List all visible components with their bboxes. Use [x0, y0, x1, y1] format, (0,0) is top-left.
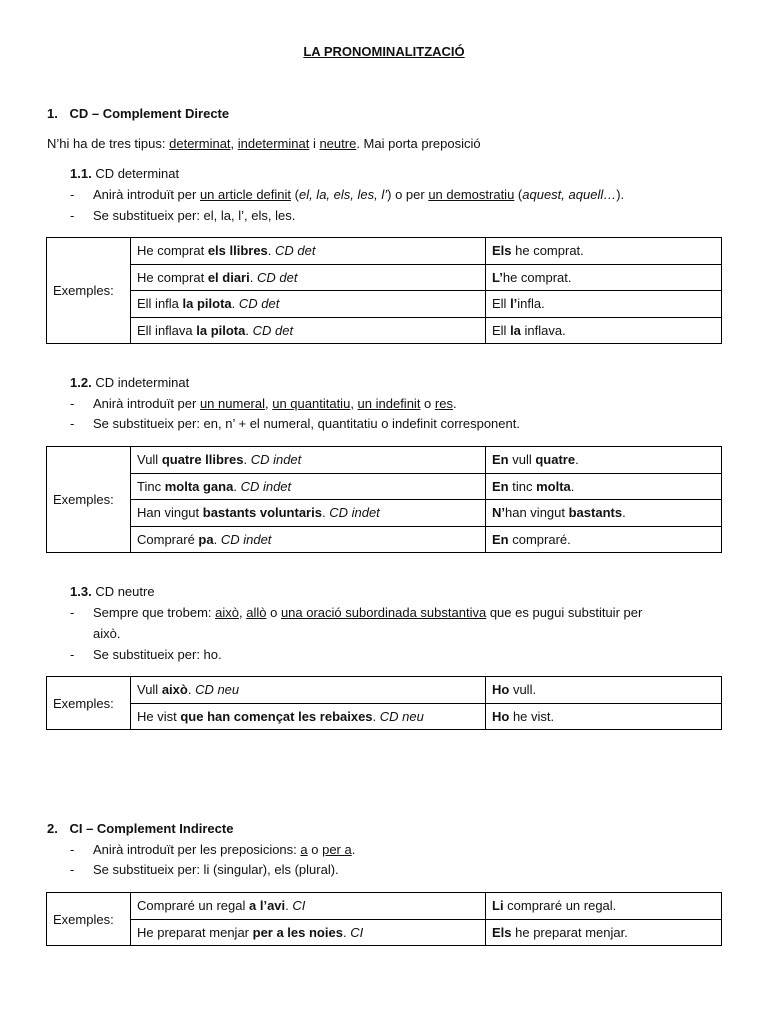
- text-segment: CD indet: [240, 478, 292, 494]
- example-pronominalized: [486, 264, 722, 291]
- subsection-1-1-bullet: [93, 187, 624, 202]
- examples-label: Exemples:: [47, 893, 131, 946]
- text-segment: i: [309, 136, 320, 151]
- subsection-1-2-bullet: [93, 416, 520, 431]
- text-segment: Ell: [492, 296, 511, 312]
- text-segment: indeterminat: [237, 136, 310, 151]
- text-segment: N’: [492, 505, 505, 521]
- text-segment: .: [231, 296, 239, 312]
- text-segment: res: [434, 396, 453, 411]
- example-pronominalized: [486, 447, 722, 474]
- text-segment: neutre: [319, 136, 357, 151]
- text-segment: CD neu: [379, 708, 424, 724]
- text-segment: .: [233, 478, 241, 494]
- subsection-1-3-bullet: [93, 605, 642, 620]
- text-segment: un quantitatiu: [272, 396, 351, 411]
- text-segment: compraré.: [508, 531, 571, 547]
- text-segment: una oració subordinada substantiva: [280, 605, 487, 620]
- text-segment: He comprat: [137, 243, 208, 259]
- text-segment: o: [266, 605, 281, 620]
- example-pronominalized: [486, 500, 722, 527]
- subsection-1-2-bullet: [93, 396, 457, 411]
- text-segment: molta gana: [164, 478, 234, 494]
- text-segment: allò: [246, 605, 267, 620]
- bullet-dash: -: [70, 416, 75, 431]
- example-sentence: [131, 526, 486, 553]
- text-segment: Vull: [137, 452, 162, 468]
- text-segment: (: [291, 187, 299, 202]
- example-pronominalized: [486, 526, 722, 553]
- subsection-1-1-heading: [70, 166, 179, 181]
- text-segment: Compraré: [137, 531, 199, 547]
- text-segment: l’: [510, 296, 518, 312]
- examples-table-cd-indeterminat: [46, 446, 722, 553]
- text-segment: .: [321, 505, 330, 521]
- text-segment: els llibres: [207, 243, 268, 259]
- examples-label: Exemples:: [47, 677, 131, 730]
- text-segment: ,: [350, 396, 358, 411]
- text-segment: En: [492, 478, 509, 494]
- text-segment: un demostratiu: [428, 187, 515, 202]
- example-sentence: [131, 893, 486, 920]
- subsection-1-2-heading: [70, 375, 189, 390]
- text-segment: .: [575, 452, 579, 468]
- text-segment: he comprat.: [502, 269, 572, 285]
- text-segment: CI: [350, 924, 364, 940]
- text-segment: . Mai porta preposició: [356, 136, 481, 151]
- text-segment: Se substitueix per: en, n’ + el numeral, quantitatiu o indefinit corresponent.: [93, 416, 520, 431]
- text-segment: CD indet: [329, 505, 380, 521]
- text-segment: vull: [508, 452, 536, 468]
- text-segment: he comprat.: [511, 243, 584, 259]
- section-2-heading: [47, 821, 233, 836]
- text-segment: .: [372, 708, 380, 724]
- text-segment: un indefinit: [357, 396, 421, 411]
- subsection-1-3-label: CD neutre: [95, 584, 155, 599]
- subsection-1-1-label: CD determinat: [95, 166, 180, 181]
- text-segment: un article definit: [199, 187, 292, 202]
- subsection-1-3-bullet: Se substitueix per: ho.: [93, 647, 222, 662]
- text-segment: Ell: [492, 322, 511, 338]
- example-pronominalized: [486, 291, 722, 318]
- bullet-dash: -: [70, 187, 75, 202]
- text-segment: determinat: [169, 136, 231, 151]
- section-2-title: CI – Complement Indirecte: [69, 821, 234, 836]
- example-sentence: [131, 317, 486, 344]
- text-segment: Vull: [137, 682, 162, 698]
- section-1-title: CD – Complement Directe: [69, 106, 230, 121]
- example-sentence: [131, 919, 486, 946]
- text-segment: o: [420, 396, 435, 411]
- subsection-1-2-label: CD indeterminat: [95, 375, 190, 390]
- bullet-dash: -: [70, 208, 75, 223]
- text-segment: Anirà introduït per: [93, 396, 200, 411]
- text-segment: En: [492, 531, 509, 547]
- text-segment: CD det: [275, 243, 316, 259]
- text-segment: Anirà introduït per les preposicions:: [93, 842, 301, 857]
- text-segment: infla.: [517, 296, 545, 312]
- section-2-bullet: [93, 842, 355, 857]
- subsection-1-1-bullet: [93, 208, 295, 223]
- text-segment: CD det: [238, 296, 280, 312]
- text-segment: la pilota: [196, 322, 246, 338]
- text-segment: L’: [492, 269, 503, 285]
- text-segment: CD indet: [250, 452, 302, 468]
- examples-table-cd-neutre: [46, 676, 722, 730]
- text-segment: inflava.: [520, 322, 566, 338]
- example-sentence: [131, 677, 486, 704]
- text-segment: .: [243, 452, 251, 468]
- text-segment: pa: [198, 531, 214, 547]
- text-segment: per a: [322, 842, 352, 857]
- examples-table-ci: [46, 892, 722, 946]
- example-pronominalized: [486, 919, 722, 946]
- text-segment: Ell infla: [137, 296, 183, 312]
- text-segment: Anirà introduït per: [93, 187, 200, 202]
- text-segment: he vist.: [509, 708, 555, 724]
- example-sentence: [131, 703, 486, 730]
- text-segment: Ell inflava: [137, 322, 197, 338]
- text-segment: N’hi ha de tres tipus:: [47, 136, 170, 151]
- section-1-heading: [47, 106, 229, 121]
- text-segment: que han començat les rebaixes: [180, 708, 373, 724]
- text-segment: Tinc: [137, 478, 165, 494]
- text-segment: Li: [492, 898, 504, 914]
- text-segment: .: [213, 531, 221, 547]
- text-segment: Compraré un regal: [137, 898, 249, 914]
- example-pronominalized: [486, 893, 722, 920]
- example-pronominalized: [486, 317, 722, 344]
- section-1-number: 1.: [47, 106, 58, 121]
- text-segment: quatre llibres: [161, 452, 244, 468]
- text-segment: Els: [492, 924, 512, 940]
- bullet-dash: -: [70, 842, 75, 857]
- text-segment: he preparat menjar.: [511, 924, 628, 940]
- example-sentence: [131, 473, 486, 500]
- text-segment: el diari: [207, 269, 250, 285]
- text-segment: això: [161, 682, 188, 698]
- bullet-dash: -: [70, 647, 75, 662]
- text-segment: (: [514, 187, 523, 202]
- text-segment: Ho: [492, 708, 510, 724]
- example-pronominalized: [486, 703, 722, 730]
- page-title: LA PRONOMINALITZACIÓ: [303, 44, 465, 59]
- text-segment: la: [510, 322, 521, 338]
- text-segment: quatre: [535, 452, 576, 468]
- text-segment: En: [492, 452, 509, 468]
- text-segment: molta: [536, 478, 571, 494]
- text-segment: CI: [292, 898, 306, 914]
- text-segment: Sempre que trobem:: [93, 605, 216, 620]
- text-segment: per a les noies: [252, 924, 343, 940]
- text-segment: .: [285, 898, 293, 914]
- text-segment: He comprat: [137, 269, 208, 285]
- example-sentence: [131, 264, 486, 291]
- text-segment: el, la, els, les, l’: [298, 187, 388, 202]
- example-sentence: [131, 238, 486, 265]
- subsection-1-3-number: 1.3.: [70, 584, 92, 599]
- text-segment: bastants voluntaris: [202, 505, 322, 521]
- text-segment: bastants: [568, 505, 623, 521]
- text-segment: Se substitueix per: el, la, l’, els, les.: [93, 208, 296, 223]
- text-segment: .: [187, 682, 196, 698]
- text-segment: .: [342, 924, 351, 940]
- bullet-dash: -: [70, 862, 75, 877]
- text-segment: tinc: [508, 478, 537, 494]
- text-segment: Ho: [492, 682, 510, 698]
- text-segment: .: [267, 243, 276, 259]
- text-segment: Han vingut: [137, 505, 203, 521]
- text-segment: Els: [492, 243, 512, 259]
- text-segment: CD det: [252, 322, 294, 338]
- text-segment: ,: [265, 396, 273, 411]
- text-segment: .: [570, 478, 575, 494]
- text-segment: vull.: [509, 682, 537, 698]
- subsection-1-3-bullet-continuation: això.: [93, 626, 121, 641]
- text-segment: això: [215, 605, 239, 620]
- text-segment: han vingut: [505, 505, 569, 521]
- examples-label: Exemples:: [47, 447, 131, 553]
- section-2-number: 2.: [47, 821, 58, 836]
- text-segment: .: [249, 269, 257, 285]
- text-segment: He preparat menjar: [137, 924, 253, 940]
- subsection-1-2-number: 1.2.: [70, 375, 92, 390]
- text-segment: ) o per: [387, 187, 429, 202]
- text-segment: .: [245, 322, 253, 338]
- text-segment: a: [300, 842, 308, 857]
- text-segment: aquest, aquell…: [522, 187, 617, 202]
- example-sentence: [131, 291, 486, 318]
- example-sentence: [131, 447, 486, 474]
- bullet-dash: -: [70, 605, 75, 620]
- examples-table-cd-determinat: [46, 237, 722, 344]
- text-segment: CD indet: [220, 531, 272, 547]
- subsection-1-1-number: 1.1.: [70, 166, 92, 181]
- text-segment: compraré un regal.: [503, 898, 617, 914]
- text-segment: He vist: [137, 708, 181, 724]
- example-sentence: [131, 500, 486, 527]
- text-segment: la pilota: [182, 296, 232, 312]
- example-pronominalized: [486, 677, 722, 704]
- example-pronominalized: [486, 473, 722, 500]
- text-segment: que es pugui substituir per: [486, 605, 643, 620]
- text-segment: ).: [616, 187, 625, 202]
- section-1-intro: [47, 136, 481, 151]
- text-segment: Se substitueix per: li (singular), els (plural).: [93, 862, 339, 877]
- text-segment: .: [351, 842, 356, 857]
- text-segment: .: [622, 505, 626, 521]
- text-segment: a l’avi: [249, 898, 286, 914]
- text-segment: CD neu: [195, 682, 240, 698]
- text-segment: ,: [230, 136, 238, 151]
- text-segment: ,: [238, 605, 247, 620]
- text-segment: CD det: [256, 269, 298, 285]
- bullet-dash: -: [70, 396, 75, 411]
- subsection-1-3-heading: [70, 584, 155, 599]
- text-segment: o: [307, 842, 323, 857]
- examples-label: Exemples:: [47, 238, 131, 344]
- text-segment: un numeral: [199, 396, 265, 411]
- text-segment: .: [452, 396, 457, 411]
- example-pronominalized: [486, 238, 722, 265]
- section-2-bullet: [93, 862, 339, 877]
